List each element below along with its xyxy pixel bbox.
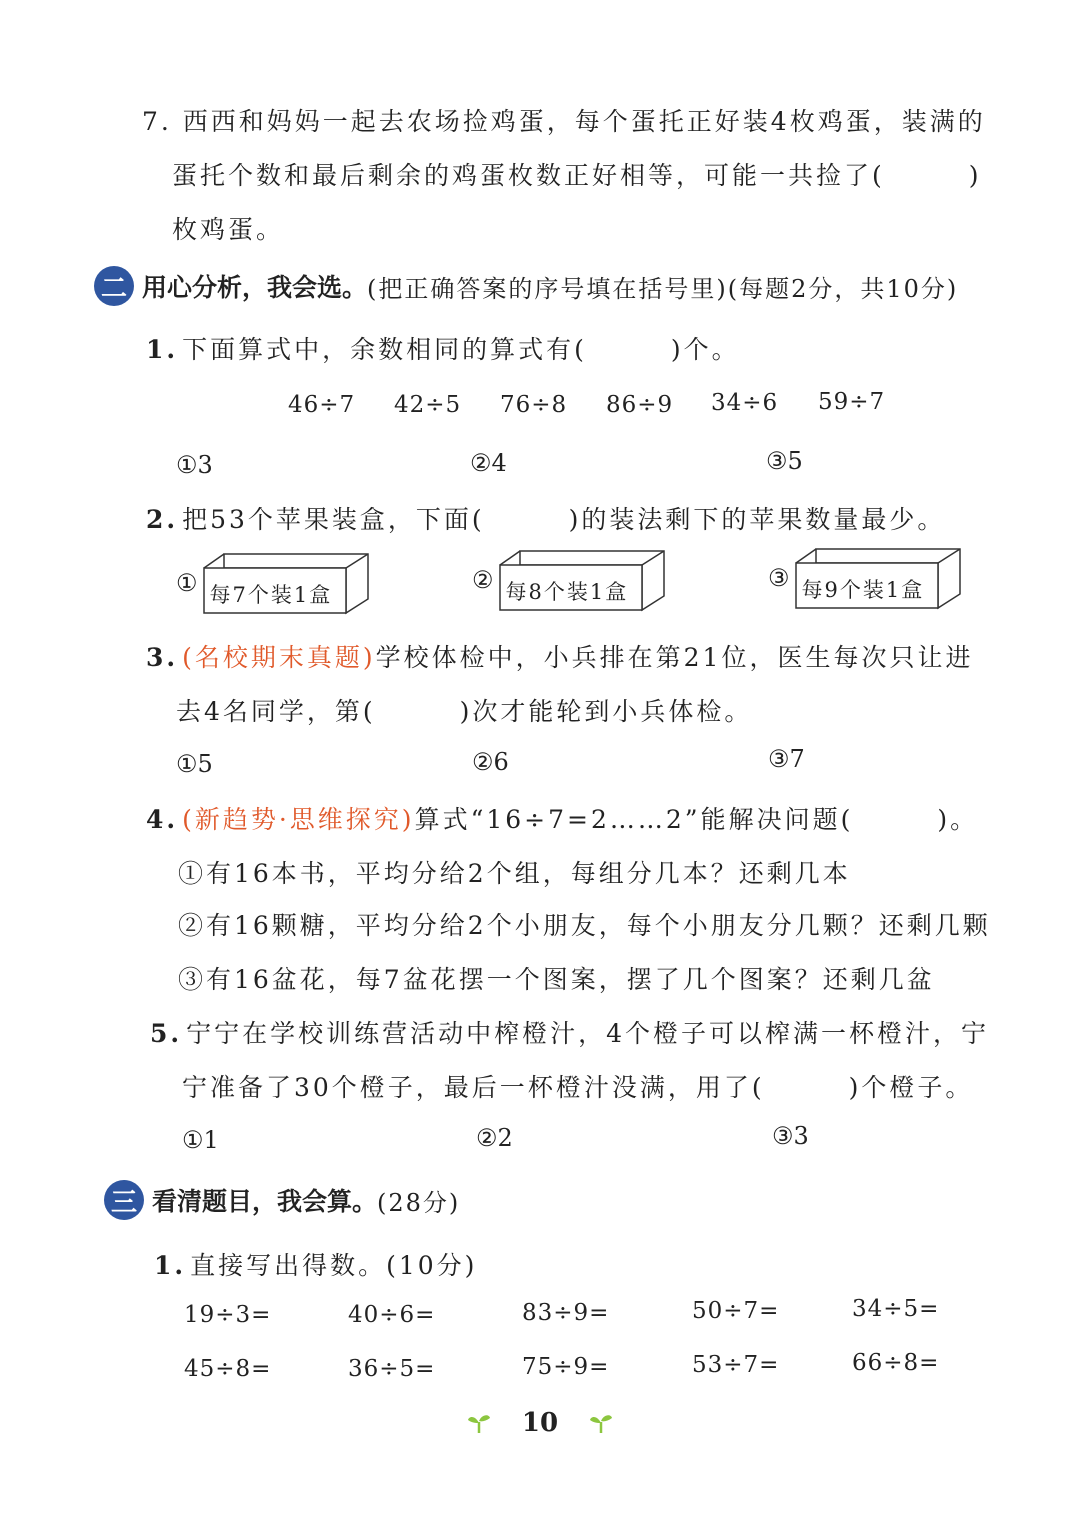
question-number: 1.	[154, 1251, 187, 1280]
option: ②4	[470, 449, 507, 477]
page-footer	[0, 1408, 1080, 1438]
section-title: 看清题目，我会算。	[152, 1187, 378, 1216]
s2q4-option-2: ②有16颗糖，平均分给2个小朋友，每个小朋友分几颗？还剩几颗	[178, 911, 991, 940]
box-icon	[794, 548, 962, 610]
question-number: 4.	[146, 805, 179, 834]
q7-line1: 7. 西西和妈妈一起去农场捡鸡蛋，每个蛋托正好装4枚鸡蛋，装满的	[142, 107, 986, 136]
box-option-1	[176, 553, 370, 615]
s2q4-text	[146, 800, 978, 836]
question-tag: (名校期末真题)	[182, 643, 376, 672]
box-text: 每9个装1盒	[801, 578, 925, 602]
question-number: 1.	[146, 335, 179, 364]
section-note: (28分)	[377, 1188, 461, 1217]
expression: 46÷7	[288, 392, 356, 418]
expression: 76÷8	[500, 392, 568, 418]
expression: 86÷9	[606, 392, 674, 418]
box-option-2	[472, 550, 666, 612]
option: ①1	[182, 1126, 219, 1154]
s2q4-option-3: ③有16盆花，每7盆花摆一个图案，摆了几个图案？还剩几盆	[178, 965, 935, 994]
question-number: 3.	[146, 643, 179, 672]
question-text: 下面算式中，余数相同的算式有( )个。	[182, 335, 740, 364]
option: ①3	[176, 451, 213, 479]
question-number: 5.	[150, 1019, 183, 1048]
option-label: ②	[472, 566, 494, 594]
calc-item: 19÷3=	[184, 1302, 272, 1328]
option: ②6	[472, 748, 509, 776]
section-note: (把正确答案的序号填在括号里)(每题2分，共10分)	[367, 274, 959, 303]
question-text: 直接写出得数。(10分)	[190, 1251, 478, 1280]
s2q4-option-1: ①有16本书，平均分给2个组，每组分几本？还剩几本	[178, 859, 851, 888]
calc-item: 36÷5=	[348, 1356, 436, 1382]
s2q3-text	[146, 638, 973, 674]
calc-item: 34÷5=	[852, 1296, 940, 1322]
calc-item: 53÷7=	[692, 1352, 780, 1378]
option: ③5	[766, 447, 803, 475]
q7-line2: 蛋托个数和最后剩余的鸡蛋枚数正好相等，可能一共捡了( )	[172, 161, 982, 190]
calc-item: 83÷9=	[522, 1300, 610, 1326]
s2q1-text	[146, 330, 740, 366]
expression: 34÷6	[711, 390, 779, 416]
sprout-icon	[466, 1412, 492, 1434]
calc-item: 40÷6=	[348, 1302, 436, 1328]
box-option-3	[768, 548, 962, 610]
calc-item: 45÷8=	[184, 1356, 272, 1382]
box-text: 每8个装1盒	[505, 580, 629, 604]
section-badge: 二	[94, 266, 134, 306]
s3q1-text	[154, 1246, 477, 1282]
calc-item: 75÷9=	[522, 1354, 610, 1380]
option: ②2	[476, 1124, 513, 1152]
section-2-header	[94, 266, 958, 306]
calc-item: 66÷8=	[852, 1350, 940, 1376]
question-number: 2.	[146, 505, 179, 534]
question-text: 学校体检中，小兵排在第21位，医生每次只让进	[375, 643, 974, 672]
s2q2-text	[146, 500, 945, 536]
question-text: 宁宁在学校训练营活动中榨橙汁，4个橙子可以榨满一杯橙汁，宁	[186, 1019, 990, 1048]
question-tag: (新趋势·思维探究)	[182, 805, 415, 834]
question-text: 算式“16÷7=2……2”能解决问题( )。	[414, 805, 979, 834]
page-number: 10	[521, 1408, 559, 1438]
expression: 42÷5	[394, 392, 462, 418]
q7-line3: 枚鸡蛋。	[172, 215, 285, 244]
s2q5-text	[150, 1014, 989, 1050]
box-icon	[498, 550, 666, 612]
box-icon	[202, 553, 370, 615]
s2q5-line2: 宁准备了30个橙子，最后一杯橙汁没满，用了( )个橙子。	[182, 1073, 974, 1102]
sprout-icon	[588, 1412, 614, 1434]
section-title: 用心分析，我会选。	[142, 273, 368, 302]
section-3-header	[104, 1180, 460, 1220]
question-text: 把53个苹果装盒，下面( )的装法剩下的苹果数量最少。	[182, 505, 946, 534]
calc-item: 50÷7=	[692, 1298, 780, 1324]
option: ③7	[768, 745, 805, 773]
option: ①5	[176, 750, 213, 778]
option: ③3	[772, 1122, 809, 1150]
section-badge: 三	[104, 1180, 144, 1220]
expression: 59÷7	[818, 389, 886, 415]
box-text: 每7个装1盒	[209, 583, 333, 607]
option-label: ③	[768, 564, 790, 592]
s2q3-line2: 去4名同学，第( )次才能轮到小兵体检。	[176, 697, 753, 726]
option-label: ①	[176, 569, 198, 597]
